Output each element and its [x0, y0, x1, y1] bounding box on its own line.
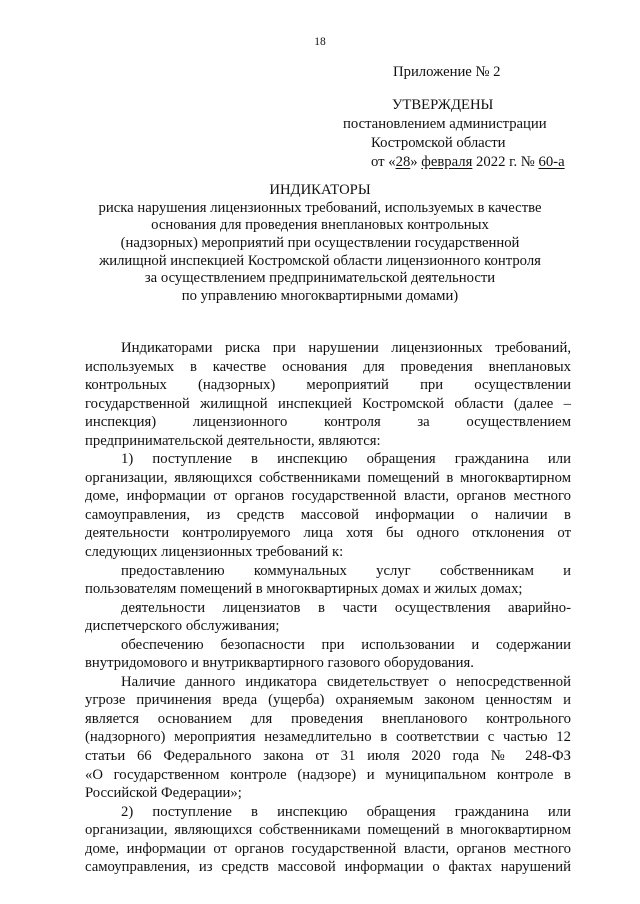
- document-title: [0, 182, 640, 306]
- body-line: (надзорного) мероприятия незамедлительно в соответствии с частью 12: [85, 729, 571, 746]
- body-line: Российской Федерации»;: [85, 785, 242, 802]
- body-line: используемых в качестве основания для проведения внеплановых: [85, 358, 571, 375]
- body-line: самоуправления, из средств массовой информации о фактах нарушений: [85, 859, 571, 876]
- body-line: деятельности контролируемого лица хотя бы одного отклонения от: [85, 525, 571, 542]
- title-line: (надзорных) мероприятий при осуществлении государственной: [120, 235, 520, 252]
- body-line: контрольных (надзорных) мероприятий при осуществлении: [85, 377, 571, 394]
- approval-authority-line: постановлением администрации: [343, 116, 547, 132]
- paragraph-sub-item-emergency-dispatch: [85, 599, 571, 636]
- body-line: статьи 66 Федерального закона от 31 июля 2020 года № 248-ФЗ: [85, 748, 571, 765]
- approval-region-line: Костромской области: [371, 135, 506, 151]
- approval-date-line: [371, 152, 565, 172]
- body-line: Индикаторами риска при нарушении лицензионных требований,: [121, 340, 571, 356]
- body-line: угрозе причинения вреда (ущерба) охраняемым законом ценностям и: [85, 692, 571, 709]
- body-line: Наличие данного индикатора свидетельствует о непосредственной: [121, 673, 571, 690]
- body-line: обеспечению безопасности при использовании и содержании: [121, 636, 571, 653]
- date-prefix: от «: [371, 154, 396, 170]
- date-separator: »: [410, 154, 422, 170]
- body-line: диспетчерского обслуживания;: [85, 618, 280, 635]
- body-line: государственной жилищной инспекцией Костромской области (далее –: [85, 395, 571, 412]
- paragraph-intro: [85, 339, 571, 450]
- body-line: организации, являющихся собственниками помещений в многоквартирном: [85, 822, 571, 839]
- body-line: предоставлению коммунальных услуг собственникам и: [121, 562, 571, 579]
- paragraph-item-1: [85, 450, 571, 561]
- body-line: 2) поступление в инспекцию обращения гражданина или: [121, 803, 571, 820]
- body-line: «О государственном контроле (надзоре) и муниципальном контроле в: [85, 766, 571, 783]
- title-line: по управлению многоквартирными домами): [181, 288, 459, 305]
- title-heading: ИНДИКАТОРЫ: [269, 182, 371, 198]
- body-line: пользователям помещений в многоквартирных домах и жилых домах;: [85, 581, 523, 598]
- body-line: предпринимательской деятельности, являются:: [85, 432, 381, 449]
- title-line: жилищной инспекцией Костромской области лицензионного контроля: [99, 252, 541, 269]
- body-line: организации, являющихся собственниками помещений в многоквартирном: [85, 469, 571, 486]
- body-line: самоуправления, из средств массовой информации о наличии в: [85, 506, 571, 523]
- body-line: деятельности лицензиатов в части осуществления аварийно-: [121, 599, 571, 616]
- approval-month: февраля: [421, 154, 473, 170]
- approved-label: УТВЕРЖДЕНЫ: [392, 97, 494, 113]
- body-line: инспекция) лицензионного контроля за осуществлением: [85, 414, 571, 431]
- body-line: доме, информации от органов государственной власти, органов местного: [85, 488, 571, 505]
- paragraph-sub-item-utilities: [85, 562, 571, 599]
- body-line: 1) поступление в инспекцию обращения гражданина или: [121, 451, 571, 468]
- body-line: является основанием для проведения внепланового контрольного: [85, 710, 571, 727]
- body-line: внутридомового и внутриквартирного газового оборудования.: [85, 655, 474, 672]
- body-line: следующих лицензионных требований к:: [85, 544, 344, 561]
- approval-number: 60-а: [538, 154, 565, 170]
- paragraph-item-2: [85, 803, 571, 877]
- title-line: за осуществлением предпринимательской деятельности: [144, 270, 496, 287]
- date-year: 2022 г. №: [472, 154, 539, 170]
- approval-day: 28: [395, 154, 411, 170]
- paragraph-indicator-significance: [85, 673, 571, 803]
- title-line: основания для проведения внеплановых контрольных: [151, 217, 489, 234]
- document-body: [85, 339, 571, 877]
- appendix-label: Приложение № 2: [393, 64, 501, 80]
- title-line: риска нарушения лицензионных требований, используемых в качестве: [98, 199, 542, 216]
- page-number: 18: [314, 36, 326, 48]
- paragraph-sub-item-gas-safety: [85, 636, 571, 673]
- body-line: доме, информации от органов государственной власти, органов местного: [85, 840, 571, 857]
